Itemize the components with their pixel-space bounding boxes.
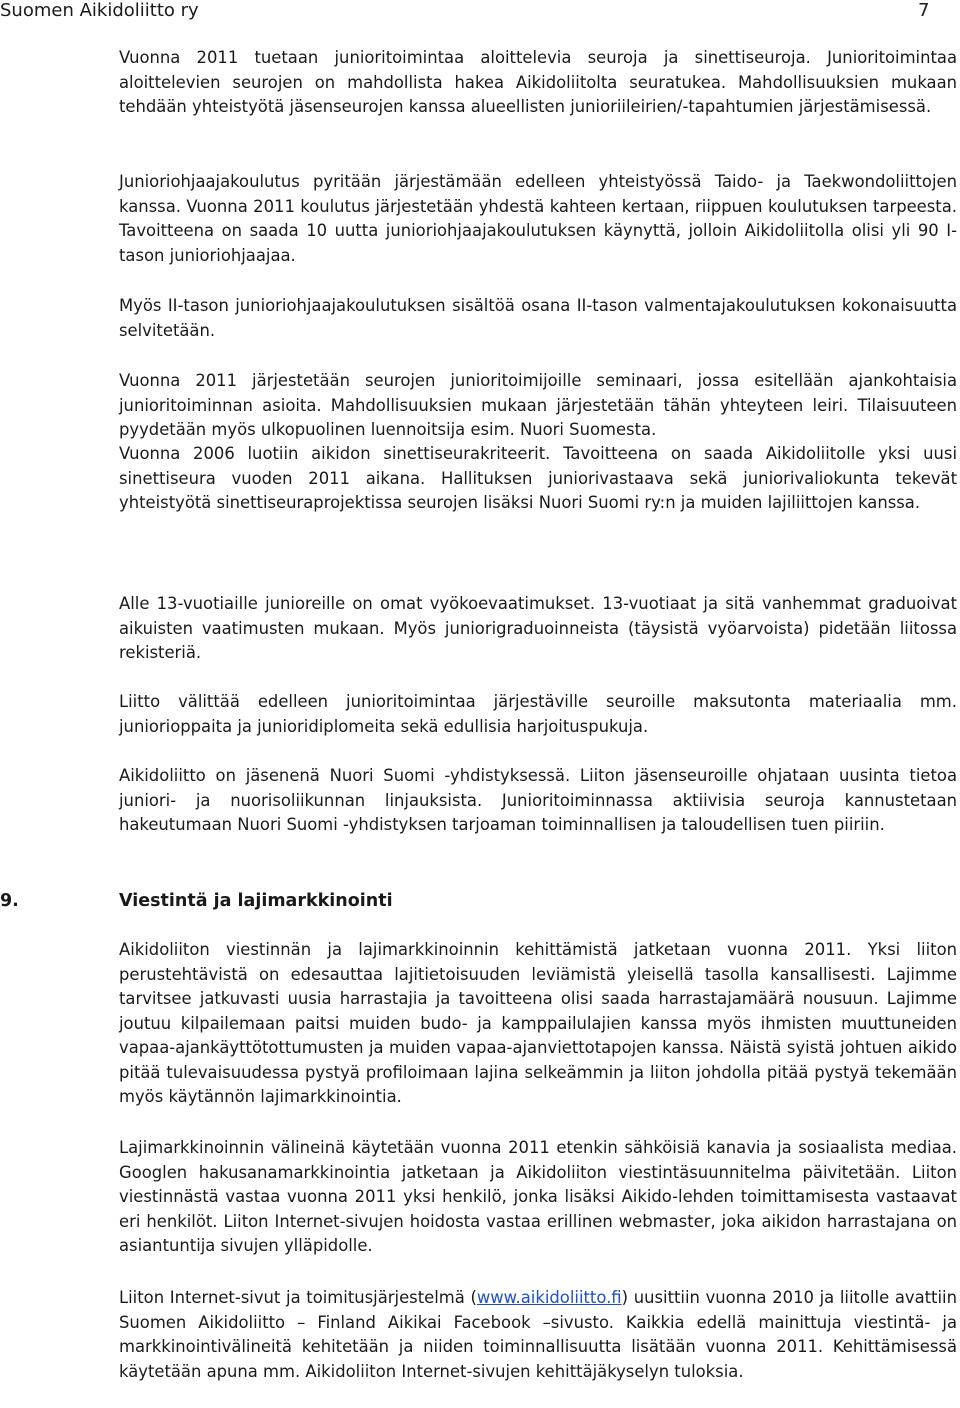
paragraph-seal-clubs: Vuonna 2006 luotiin aikidon sinettiseurakriteerit. Tavoitteena on saada Aikidoliitolle yksi uusi sinettiseura vuoden 2011 aikana. Hallituksen juniorivastaava sekä juniorivaliokunta tekevät yhteistyötä sinettiseuraprojektissa seurojen lisäksi Nuori Suomi ry:n ja muiden lajiliittojen kanssa. <box>119 444 957 512</box>
section-title: Viestintä ja lajimarkkinointi <box>119 891 393 911</box>
paragraph-communication-development: Aikidoliiton viestinnän ja lajimarkkinoinnin kehittämistä jatketaan vuonna 2011. Yksi liiton perustehtävistä on edesauttaa lajitietoisuuden leviämistä yleisellä tasolla kansallisesti. Lajimme tarvitsee jatkuvasti uusia harrastajia ja tavoitteena olisi saada harrastajamäärä nousuun. Lajimme joutuu kilpailemaan paitsi muiden budo- ja kamppailulajien kanssa myös ihmisten muuttuneiden vapaa-ajankäyttötottumusten ja muiden vapaa-ajanviettotapojen kanssa. Näistä syistä johtuen aikido pitää tulevaisuudessa pystyä profiloimaan lajina selkeämmin ja liiton johdolla pitää pystyä tekemään myös käytännön lajimarkkinointia. <box>119 940 957 1106</box>
paragraph-level-two-training: Myös II-tason junioriohjaajakoulutuksen sisältöä osana II-tason valmentajakoulutuksen kokonaisuutta selvitetään. <box>119 296 957 340</box>
website-text-after-link: ) uusittiin vuonna 2010 ja liitolle avattiin Suomen Aikidoliitto – Finland Aikikai Facebook –sivusto. Kaikkia edellä mainittuja viestintä- ja markkinointivälineitä kehitetään ja niiden toiminnallisuutta lisätään vuonna 2011. Kehittämisessä käytetään apuna mm. Aikidoliiton Internet-sivujen kehittäjäkyselyn tuloksia. <box>119 1288 957 1381</box>
paragraph-marketing-channels: Lajimarkkinoinnin välineinä käytetään vuonna 2011 etenkin sähköisiä kanavia ja sosiaalista mediaa. Googlen hakusanamarkkinointia jatketaan ja Aikidoliiton viestintäsuunnitelma päivitetään. Liiton viestinnästä vastaa vuonna 2011 yksi henkilö, jonka lisäksi Aikido-lehden toimittamisesta vastaavat eri henkilöt. Liiton Internet-sivujen hoidosta vastaa erillinen webmaster, joka aikidon harrastajana on asiantuntija sivujen ylläpidolle. <box>119 1138 957 1255</box>
page-number: 7 <box>918 0 930 21</box>
paragraph-junior-support: Vuonna 2011 tuetaan junioritoimintaa aloittelevia seuroja ja sinettiseuroja. Junioritoimintaa aloittelevien seurojen on mahdollista hakea Aikidoliitolta seuratukea. Mahdollisuuksien mukaan tehdään yhteistyötä jäsenseurojen kanssa alueellisten junioriileirien/-tapahtumien järjestämisessä. <box>119 48 957 116</box>
paragraph-instructor-training: Junioriohjaajakoulutus pyritään järjestämään edelleen yhteistyössä Taido- ja Taekwondoliittojen kanssa. Vuonna 2011 koulutus järjestetään yhdestä kahteen kertaan, riippuen koulutuksen tarpeesta. Tavoitteena on saada 10 uutta junioriohjaajakoulutuksen käynyttä, jolloin Aikidoliitolla olisi yli 90 I-tason junioriohjaajaa. <box>119 172 957 265</box>
website-text-before-link: Liiton Internet-sivut ja toimitusjärjestelmä ( <box>119 1288 477 1307</box>
header-org-name: Suomen Aikidoliitto ry <box>0 0 199 21</box>
paragraph-grading: Alle 13-vuotiaille junioreille on omat vyökoevaatimukset. 13-vuotiaat ja sitä vanhemmat graduoivat aikuisten vaatimusten mukaan. Myös juniorigraduoinneista (täysistä vyöarvoista) pidetään liitossa rekisteriä. <box>119 594 957 662</box>
paragraph-nuori-suomi: Aikidoliitto on jäsenenä Nuori Suomi -yhdistyksessä. Liiton jäsenseuroille ohjataan uusinta tietoa juniori- ja nuorisoliikunnan linjauksista. Junioritoiminnassa aktiivisia seuroja kannustetaan hakeutumaan Nuori Suomi -yhdistyksen tarjoaman toiminnallisen ja taloudellisen tuen piiriin. <box>119 766 957 834</box>
section-number: 9. <box>0 891 19 911</box>
website-link[interactable]: www.aikidoliitto.fi <box>476 1288 622 1307</box>
paragraph-materials: Liitto välittää edelleen junioritoimintaa järjestäville seuroille maksutonta materiaalia mm. juniorioppaita ja junioridiplomeita sekä edullisia harjoituspukuja. <box>119 692 957 736</box>
paragraph-seminar: Vuonna 2011 järjestetään seurojen junioritoimijoille seminaari, jossa esitellään ajankohtaisia junioritoiminnan asioita. Mahdollisuuksien mukaan järjestetään tähän yhteyteen leiri. Tilaisuuteen pyydetään myös ulkopuolinen luennoitsija esim. Nuori Suomesta. <box>119 371 957 439</box>
paragraph-website <box>119 1286 957 1384</box>
